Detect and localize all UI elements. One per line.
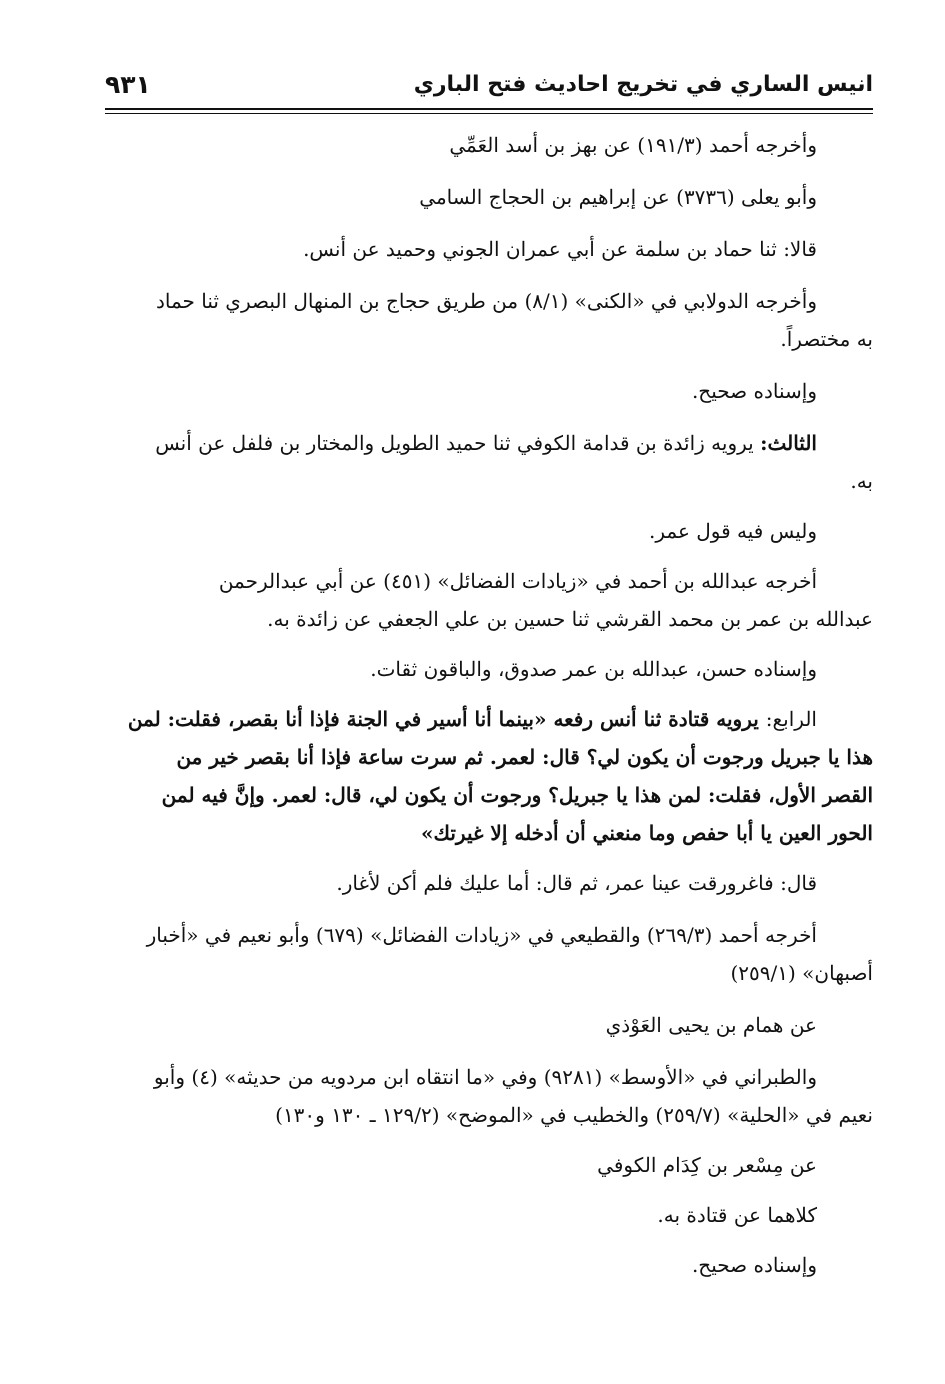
text-line: والطبراني في «الأوسط» (٩٢٨١) وفي «ما انتقاه ابن مردويه من حديثه» (٤) وأبو: [153, 1065, 817, 1089]
text-line: قالا: ثنا حماد بن سلمة عن أبي عمران الجوني وحميد عن أنس.: [303, 237, 817, 261]
text-line: هذا يا جبريل ورجوت أن يكون لي؟ قال: لعمر. ثم سرت ساعة فإذا أنا بقصر خير من: [176, 745, 873, 769]
text-line: به.: [850, 469, 873, 493]
text-line: أخرجه أحمد (٢٦٩/٣) والقطيعي في «زيادات الفضائل» (٦٧٩) وأبو نعيم في «أخبار: [146, 923, 817, 947]
text-line: [105, 424, 817, 462]
line-text: يرويه زائدة بن قدامة الكوفي ثنا حميد الطويل والمختار بن فلفل عن أنس: [155, 431, 754, 455]
text-line: أصبهان» (٢٥٩/١): [730, 961, 873, 985]
text-line: به مختصراً.: [780, 327, 873, 351]
text-line: أخرجه عبدالله بن أحمد في «زيادات الفضائل» (٤٥١) عن أبي عبدالرحمن: [218, 569, 817, 593]
text-line: وإسناده صحيح.: [691, 379, 817, 403]
text-line: وأبو يعلى (٣٧٣٦) عن إبراهيم بن الحجاج السامي: [419, 185, 817, 209]
text-line: نعيم في «الحلية» (٢٥٩/٧) والخطيب في «الموضح» (١٢٩/٢ ـ ١٣٠ و١٣٠): [275, 1103, 873, 1127]
text-line: القصر الأول، فقلت: لمن هذا يا جبريل؟ ورجوت أن يكون لي، قال: لعمر. وإنَّ فيه لمن: [161, 783, 873, 807]
text-line: الحور العين يا أبا حفص وما منعني أن أدخله إلا غيرتك»: [421, 821, 873, 845]
header-rule: [105, 108, 873, 110]
text-line: وإسناده صحيح.: [691, 1253, 817, 1277]
page-header: [105, 72, 873, 106]
section-label-fourth: الرابع:: [765, 707, 817, 731]
text-line: قال: فاغرورقت عينا عمر، ثم قال: أما عليك فلم أكن لأغار.: [336, 871, 817, 895]
running-title: انيس الساري في تخريج احاديث فتح الباري: [413, 72, 873, 97]
page-number: ٩٣١: [105, 70, 151, 99]
text-line: [105, 700, 817, 738]
text-line: كلاهما عن قتادة به.: [657, 1203, 817, 1227]
line-text: يرويه قتادة ثنا أنس رفعه «بينما أنا أسير في الجنة فإذا أنا بقصر، فقلت: لمن: [127, 707, 759, 731]
text-line: وليس فيه قول عمر.: [649, 519, 817, 543]
section-label-third: الثالث:: [760, 431, 817, 455]
text-line: وأخرجه الدولابي في «الكنى» (٨/١) من طريق حجاج بن المنهال البصري ثنا حماد: [155, 289, 817, 313]
text-line: عن همام بن يحيى العَوْذي: [605, 1013, 817, 1037]
text-line: عن مِسْعر بن كِدَام الكوفي: [597, 1153, 817, 1177]
text-line: وأخرجه أحمد (١٩١/٣) عن بهز بن أسد العَمِّي: [449, 133, 817, 157]
text-line: وإسناده حسن، عبدالله بن عمر صدوق، والباقون ثقات.: [370, 657, 817, 681]
text-line: عبدالله بن عمر بن محمد القرشي ثنا حسين بن علي الجعفي عن زائدة به.: [267, 607, 873, 631]
header-rule-thin: [105, 113, 873, 114]
